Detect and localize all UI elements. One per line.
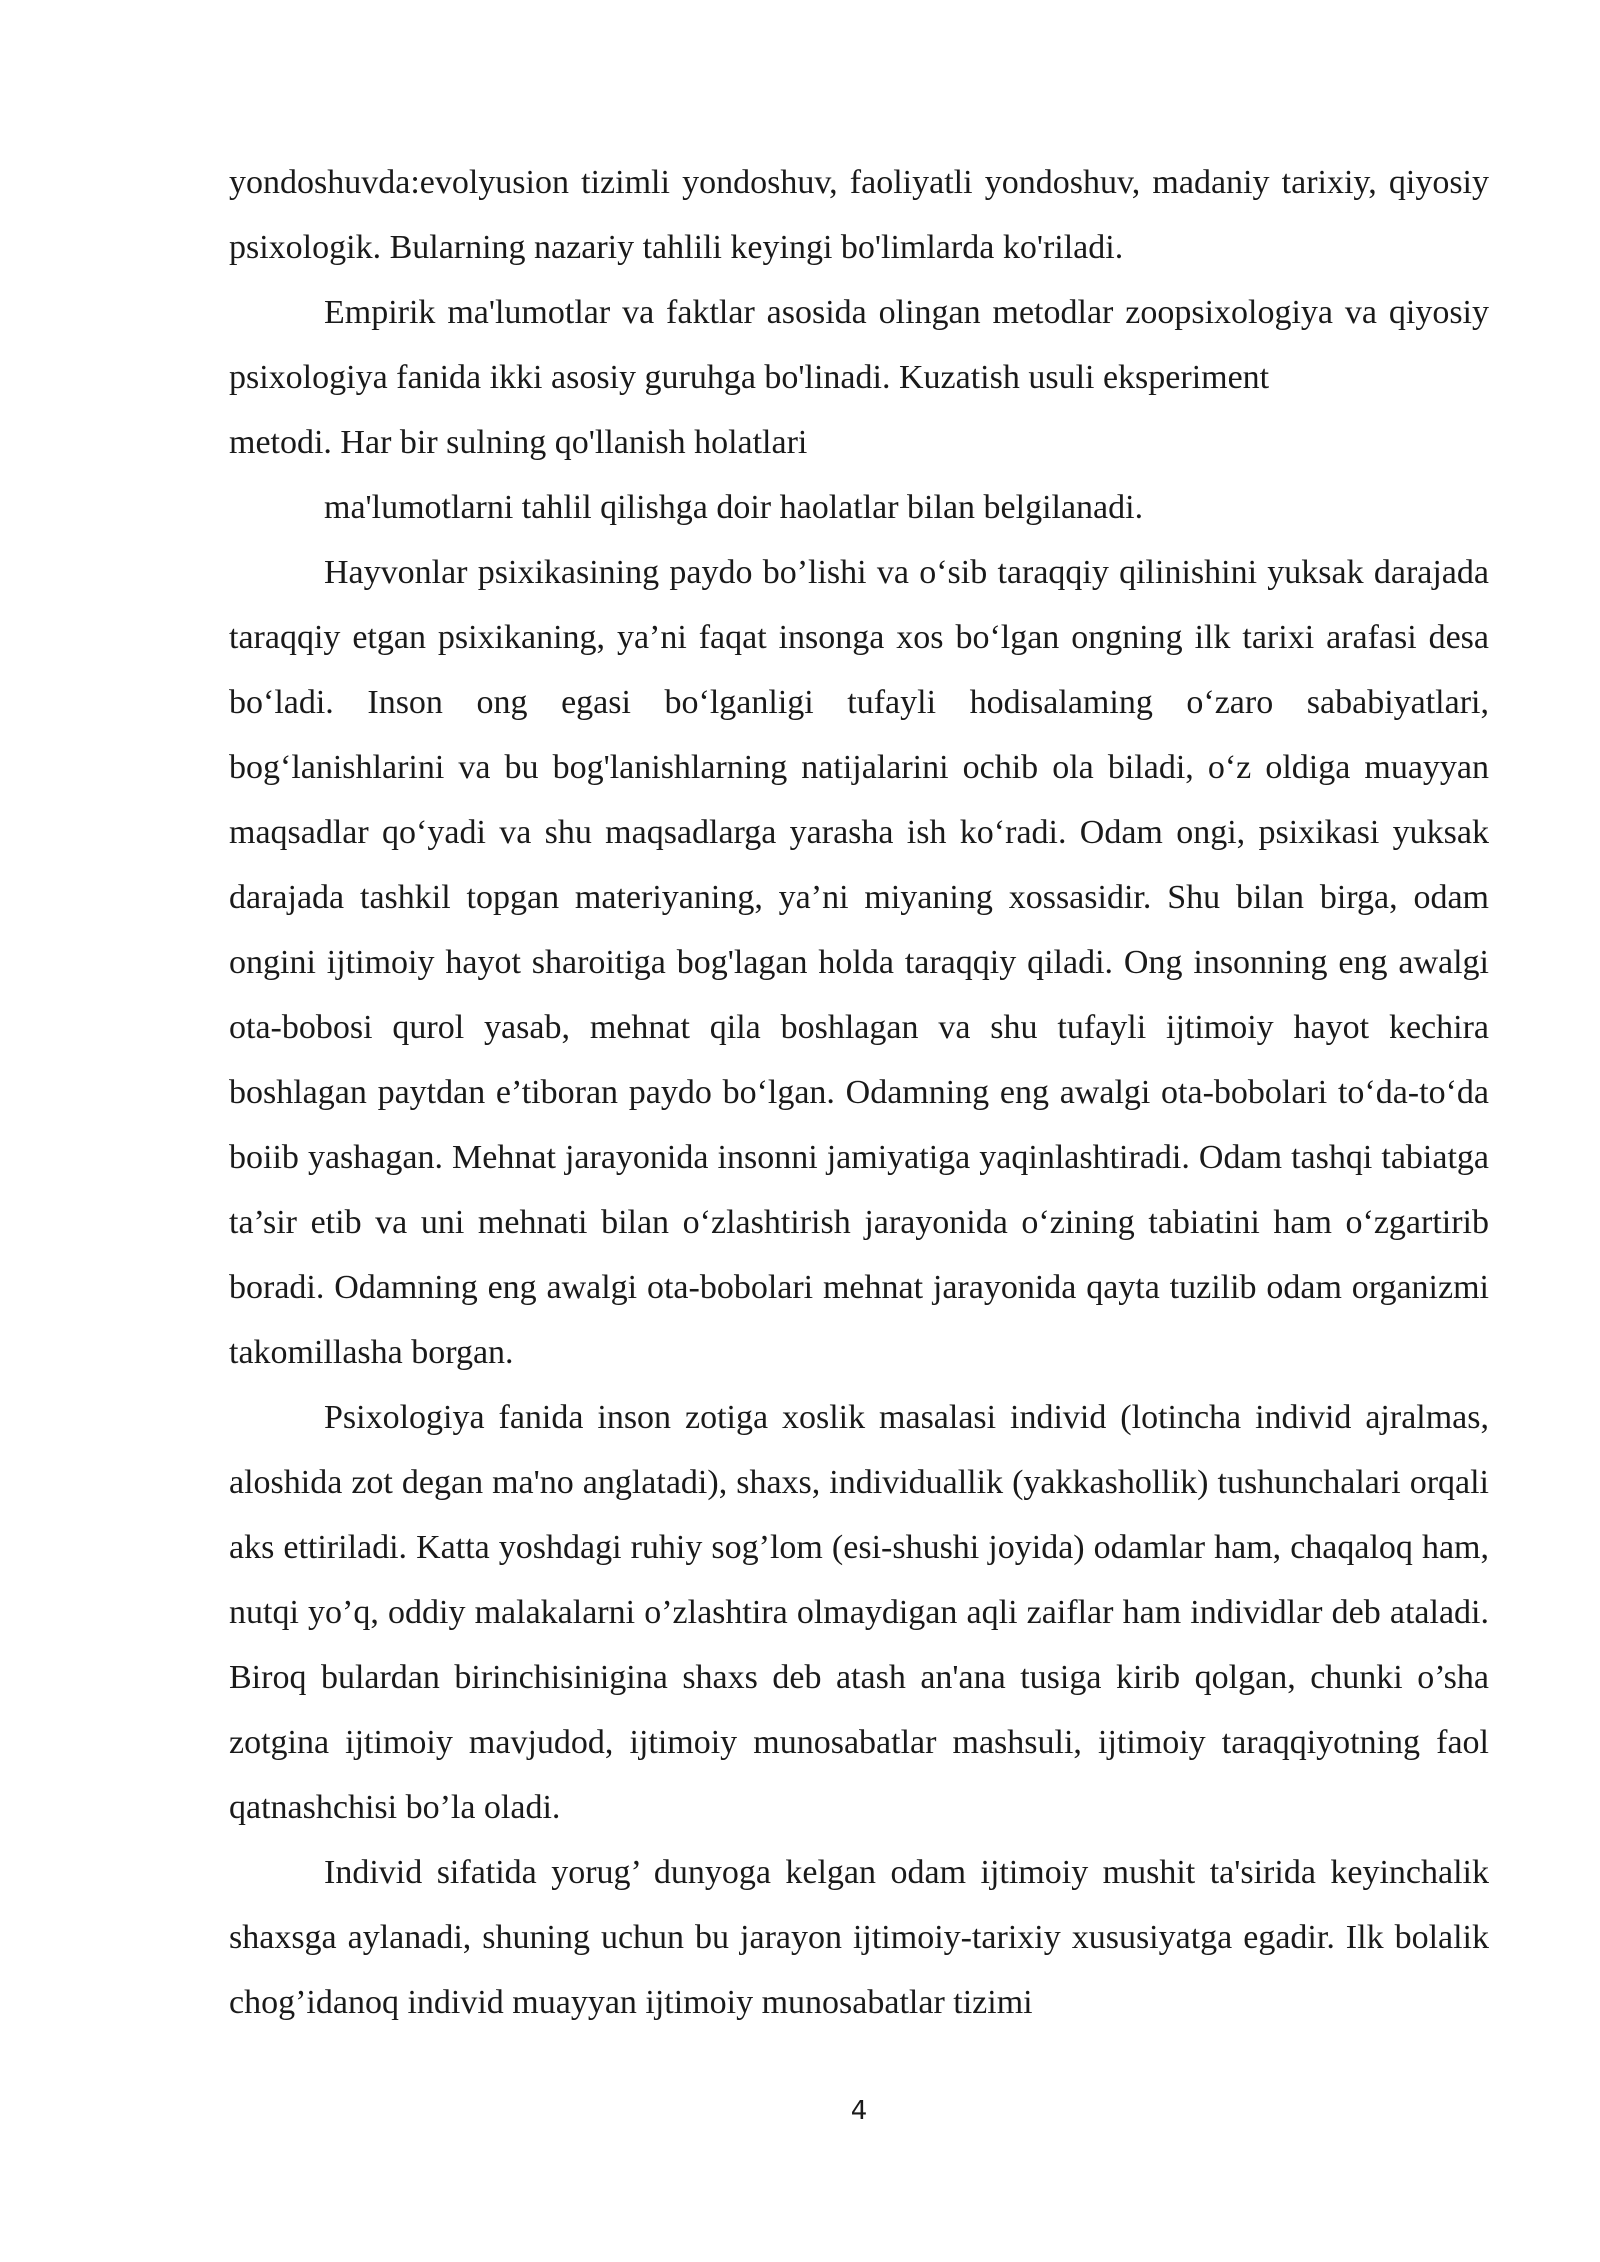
page-number: 4 (850, 2096, 868, 2126)
paragraph-subline: ma'lumotlarni tahlil qilishga doir haolatlar bilan belgilanadi. (324, 489, 1144, 526)
paragraph-animal-psyche: Hayvonlar psixikasining paydo bo’lishi va o‘sib taraqqiy qilinishini yuksak darajada taraqqiy etgan psixikaning, ya’ni faqat insonga xos bo‘lgan ongning ilk tarixi arafasi desa bo‘ladi. Inson ong egasi bo‘lganligi tufayli hodisalaming o‘zaro sababiyatlari, bog‘lanishlarini va bu bog'lanishlarning natijalarini ochib ola biladi, o‘z oldiga muayyan maqsadlar qo‘yadi va shu maqsadlarga yarasha ish ko‘radi. Odam ongi, psixikasi yuksak darajada tashkil topgan materiyaning, ya’ni miyaning xossasidir. Shu bilan birga, odam ongini ijtimoiy hayot sharoitiga bog'lagan holda taraqqiy qiladi. Ong insonning eng awalgi ota-bobosi qurol yasab, mehnat qila boshlagan va shu tufayli ijtimoiy hayot kechira boshlagan paytdan e’tiboran paydo bo‘lgan. Odamning eng awalgi ota-bobolari to‘da-to‘da boiib yashagan. Mehnat jarayonida insonni jamiyatiga yaqinlashtiradi. Odam tashqi tabiatga ta’sir etib va uni mehnati bilan o‘zlashtirish jarayonida o‘zining tabiatini ham o‘zgartirib boradi. Odamning eng awalgi ota-bobolari mehnat jarayonida qayta tuzilib odam organizmi takomillasha borgan. (229, 554, 1489, 1371)
paragraph-continuation: yondoshuvda:evolyusion tizimli yondoshuv, faoliyatli yondoshuv, madaniy tarixiy, qiyosiy psixologik. Bularning nazariy tahlili keyingi bo'limlarda ko'riladi. (229, 164, 1489, 266)
paragraph-line: metodi. Har bir sulning qo'llanish holatlari (229, 424, 808, 461)
paragraph-methods: Empirik ma'lumotlar va faktlar asosida olingan metodlar zoopsixologiya va qiyosiy psixologiya fanida ikki asosiy guruhga bo'linadi. Kuzatish usuli eksperiment (229, 294, 1489, 396)
paragraph-individual: Psixologiya fanida inson zotiga xoslik masalasi individ (lotincha individ ajralmas, aloshida zot degan ma'no anglatadi), shaxs, individuallik (yakkashollik) tushunchalari orqali aks ettiriladi. Katta yoshdagi ruhiy sog’lom (esi-shushi joyida) odamlar ham, chaqaloq ham, nutqi yo’q, oddiy malakalarni o’zlashtira olmaydigan aqli zaiflar ham individlar deb ataladi. Biroq bulardan birinchisinigina shaxs deb atash an'ana tusiga kirib qolgan, chunki o’sha zotgina ijtimoiy mavjudod, ijtimoiy munosabatlar mashsuli, ijtimoiy taraqqiyotning faol qatnashchisi bo’la oladi. (229, 1399, 1489, 1826)
paragraph-personality: Individ sifatida yorug’ dunyoga kelgan odam ijtimoiy mushit ta'sirida keyinchalik shaxsga aylanadi, shuning uchun bu jarayon ijtimoiy-tarixiy xususiyatga egadir. Ilk bolalik chog’idanoq individ muayyan ijtimoiy munosabatlar tizimi (229, 1854, 1489, 2021)
document-body (229, 150, 1489, 2035)
